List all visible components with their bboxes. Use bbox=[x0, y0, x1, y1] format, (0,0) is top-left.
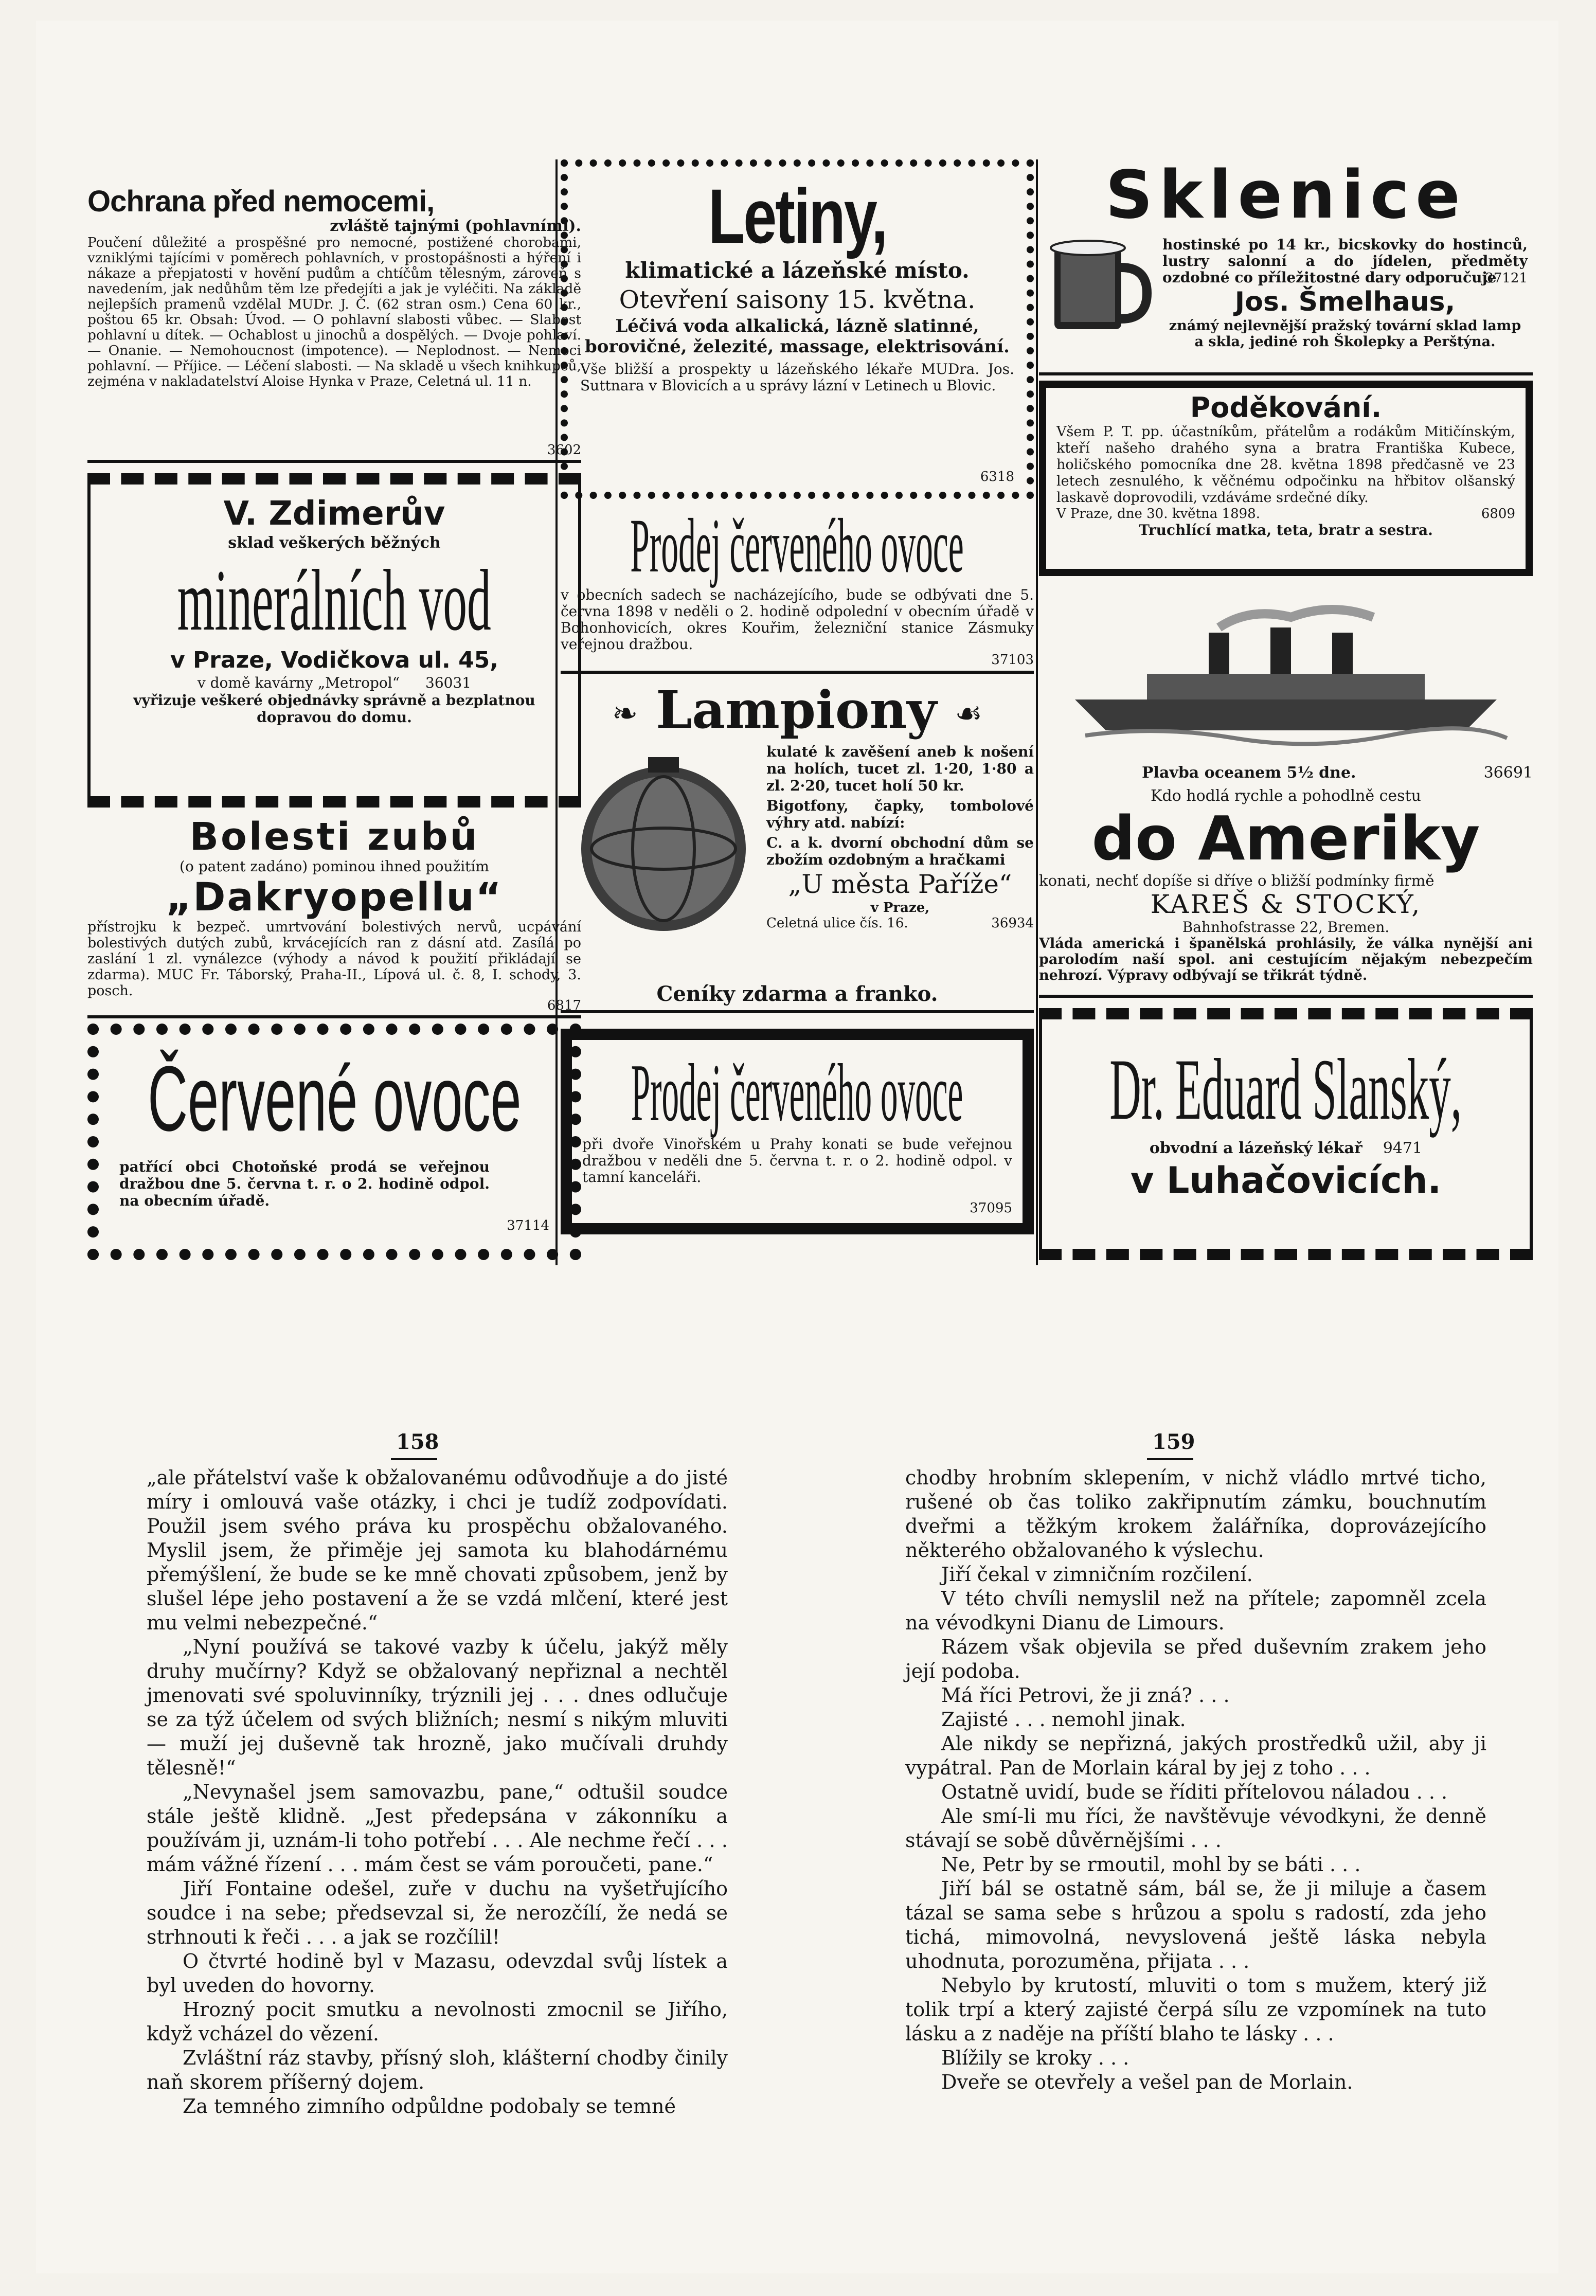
paragraph: „Nyní používá se takové vazby k účelu, jakýž měly druhy mučírny? Když se obžalovaný nepřiznal a nechtěl jmenovati své spoluvinníky, trýznili jej . . . dnes odlučuje se za týž účelem od svých bližních; nesmí s nikým mluviti — muží jej duševně tak hrozně, jako mučívali druhdy tělesně!“ bbox=[147, 1636, 728, 1779]
ad-ochrana-body: Poučení důležité a prospěšné pro nemocné, postižené chorobami, vzniklými tajícími v poměrech pohlavních, v prostopášnosti a hýření i nákaze a přepjatosti v hovění pudům a chtíčům tělesným, zároveň s navedením, jak nedůhům těm lze předejíti a jak je vyléčiti. Na základě nejlepších pramenů vzdělal MUDr. J. Č. (62 stran osm.) Cena 60 kr., poštou 65 kr. Obsah: Úvod. — O pohlavní slabosti vůbec. — Slabost pohlavní u dítek. — Ochablost u jinochů a dospělých. — Dvoje pohlaví. — Onanie. — Nemohoucnost (impotence). — Neplodnost. — Nemoci pohlavní. — Příjice. — Léčení slabosti. — Na skladě u všech knihkupců, zejména v nakladatelství Aloise Hynka v Praze, Celetná ul. 11 n. bbox=[87, 235, 581, 389]
ad-amerika-note: Vláda americká i španělská prohlásily, že válka nynější ani parolodím naší spol. ani cestujícím nějakým nebezpečím nehrozí. Výpravy odbývají se třikrát týdně. bbox=[1039, 936, 1533, 983]
paragraph: Rázem však objevila se před duševním zrakem jeho její podoba. bbox=[905, 1636, 1486, 1682]
ad-sklenice-code: 37121 bbox=[1485, 271, 1528, 286]
paragraph: Zvláštní ráz stavby, přísný sloh, klášterní chodby činily naň skorem příšerný dojem. bbox=[147, 2047, 728, 2093]
ad-podekovani-signature: Truchlící matka, teta, bratr a sestra. bbox=[1139, 522, 1433, 539]
ad-amerika-line2: Kdo hodlá rychle a pohodlně cestu bbox=[1151, 787, 1421, 805]
ad-prodej-2-code: 37095 bbox=[970, 1200, 1012, 1216]
ad-podekovani-date: V Praze, dne 30. května 1898. bbox=[1056, 506, 1260, 522]
ad-slansky-code: 9471 bbox=[1383, 1139, 1423, 1157]
paragraph: Ne, Petr by se rmoutil, mohl by se báti . . . bbox=[941, 1853, 1361, 1876]
ad-zdimeruv-big: minerálních vod bbox=[177, 552, 492, 649]
beer-mug-icon bbox=[1049, 237, 1152, 334]
paragraph: chodby hrobním sklepením, v nichž vládlo mrtvé ticho, rušené ob čas toliko zakřipnutím zámku, bouchnutím dveřmi a těžkým krokem žalářníka, doprovázejícího některého obžalovaného k výslechu. bbox=[905, 1466, 1486, 1562]
lantern-icon bbox=[566, 746, 761, 941]
ad-cervene-ovoce bbox=[87, 1024, 581, 1260]
ad-podekovani-code: 6809 bbox=[1481, 506, 1515, 522]
ad-sklenice bbox=[1039, 159, 1533, 375]
ad-bolesti-title: Bolesti zubů bbox=[189, 815, 479, 859]
paragraph: V této chvíli nemyslil než na přítele; zapomněl zcela na vévodkyni Dianu de Limours. bbox=[905, 1587, 1486, 1634]
ad-ochrana bbox=[87, 185, 581, 463]
page-number-left-rule bbox=[391, 1458, 437, 1460]
paragraph: Nebylo by krutostí, mluviti o tom s mužem, který již tolik trpí a který zajisté čerpá sílu ze vzpomínek na tuto lásku a z naděje na příští blaho te lásky . . . bbox=[905, 1974, 1486, 2045]
ad-prodej-1-code: 37103 bbox=[991, 652, 1034, 668]
ad-sklenice-title: Sklenice bbox=[1105, 159, 1466, 234]
paragraph: Ale nikdy se nepřizná, jakých prostředků užil, aby ji vypátral. Pan de Morlain káral by jej z toho . . . bbox=[905, 1732, 1486, 1779]
ad-podekovani-title: Poděkování. bbox=[1190, 391, 1382, 424]
ad-amerika-big: do Ameriky bbox=[1091, 803, 1480, 874]
paragraph: Hrozný pocit smutku a nevolnosti zmocnil se Jiřího, když vcházel do vězení. bbox=[147, 1998, 728, 2045]
ad-bolesti-code: 6817 bbox=[547, 998, 581, 1013]
ornament-right-icon: ☙ bbox=[955, 695, 983, 732]
ad-bolesti-body: přístrojku k bezpeč. umrtvování bolestivých nervů, ucpávání bolestivých dutých zubů, krvácejících ran z dásní atd. Zasílá po zaslání 1 zl. vynálezce (výhody a návod k použití přikládají se zdarma). MUC Fr. Táborský, Praha-II., Lípová ul. č. 8, I. schody, 3. posch. bbox=[87, 919, 581, 999]
paragraph: „Nevynašel jsem samovazbu, pane,“ odtušil soudce stále ještě klidně. „Jest předepsána v zákonníku a používám ji, uznám-li toho potřebí . . . Ale nechme řečí . . . mám vážné řízení . . . mám čest se vám poroučeti, pane.“ bbox=[147, 1781, 728, 1876]
ad-lampiony-store: „U města Paříže“ bbox=[788, 869, 1012, 899]
ad-ochrana-code: 3602 bbox=[547, 442, 581, 458]
ad-slansky bbox=[1039, 1008, 1533, 1260]
ad-zdimeruv-house: v domě kavárny „Metropol“ bbox=[197, 674, 400, 691]
paragraph: Dveře se otevřely a vešel pan de Morlain. bbox=[941, 2071, 1353, 2093]
ad-zdimeruv-subtitle: sklad veškerých běžných bbox=[228, 534, 441, 552]
ad-cervene-ovoce-body: patřící obci Chotoňské prodá se veřejnou dražbou dne 5. června t. r. o 2. hodině odpol. na obecním úřadě. bbox=[119, 1158, 490, 1209]
page-number-right-rule bbox=[1147, 1458, 1193, 1460]
ad-lampiony-firm: C. a k. dvorní obchodní dům se zbožím ozdobným a hračkami bbox=[766, 834, 1034, 868]
paragraph: Blížily se kroky . . . bbox=[941, 2047, 1129, 2069]
ad-lampiony-code: 36934 bbox=[991, 916, 1034, 931]
ad-zdimeruv-address: v Praze, Vodičkova ul. 45, bbox=[170, 647, 499, 673]
paragraph: Má říci Petrovi, že ji zná? . . . bbox=[941, 1684, 1230, 1707]
ad-letiny-season: Otevření saisony 15. května. bbox=[619, 285, 976, 314]
ad-prodej-1-title: Prodej červeného ovoce bbox=[630, 504, 964, 588]
ad-prodej-1-body: v obecních sadech se nacházejícího, bude se odbývati dne 5. června 1898 v neděli o 2. hodině odpolední v obecním úřadě v Bohonhovicích, okres Kouřim, železniční stanice Zásmuky veřejnou dražbou. bbox=[561, 586, 1034, 653]
text-column-left bbox=[147, 1466, 728, 2119]
text-column-right bbox=[905, 1466, 1486, 2094]
paragraph: Jiří čekal v zimničním rozčilení. bbox=[941, 1563, 1253, 1586]
ad-podekovani-body: Všem P. T. pp. účastníkům, přátelům a rodákům Mitičínským, kteří našeho drahého syna a bratra Františka Kubece, holičského pomocníka dne 28. května 1898 předčasně ve 23 letech zesnulého, k věčnému odpočinku na hřbitov olšanský laskavě doprovodili, vzdáváme srdečné díky. bbox=[1056, 424, 1515, 506]
ad-prodej-2-title: Prodej červeného ovoce bbox=[631, 1047, 963, 1138]
ad-slansky-place: v Luhačovicích. bbox=[1130, 1159, 1442, 1201]
ad-cervene-ovoce-code: 37114 bbox=[507, 1218, 549, 1233]
ad-zdimeruv-code: 36031 bbox=[425, 674, 472, 691]
ad-lampiony-footer: Ceníky zdarma a franko. bbox=[656, 982, 938, 1006]
ad-letiny bbox=[561, 159, 1034, 499]
ad-bolesti-product: „Dakryopellu“ bbox=[166, 874, 503, 920]
ad-letiny-title: Letiny, bbox=[708, 173, 887, 259]
ornament-left-icon: ❧ bbox=[612, 695, 638, 732]
ad-zdimeruv bbox=[87, 473, 581, 808]
ad-lampiony-city: v Praze, bbox=[870, 900, 930, 916]
steamship-icon bbox=[1054, 597, 1517, 751]
newspaper-sheet bbox=[36, 21, 1558, 2273]
ad-ochrana-title: Ochrana před nemocemi, bbox=[87, 185, 435, 218]
page-number-left: 158 bbox=[396, 1430, 439, 1454]
ad-lampiony-body1: kulaté k zavěšení aneb k nošení na holích, tucet zl. 1·20, 1·80 a zl. 2·20, tucet holí 50 kr. bbox=[766, 743, 1034, 794]
ad-amerika-line1: Plavba oceanem 5½ dne. bbox=[1142, 764, 1356, 782]
ad-letiny-features: Léčivá voda alkalická, lázně slatinné, borovičné, železité, massage, elektrisování. bbox=[585, 316, 1010, 357]
ad-cervene-ovoce-title: Červené ovoce bbox=[147, 1047, 522, 1151]
ad-prodej-1 bbox=[561, 504, 1034, 674]
paragraph: Ostatně uvidí, bude se říditi přítelovou náladou . . . bbox=[941, 1781, 1448, 1803]
ad-letiny-info: Vše bližší a prospekty u lázeňského lékaře MUDra. Jos. Suttnara v Blovicích a u správy lázní v Letinech u Blovic. bbox=[580, 361, 1014, 394]
ad-amerika-line3: konati, nechť dopíše si dříve o bližší podmínky firmě bbox=[1039, 872, 1434, 889]
ad-slansky-role: obvodní a lázeňský lékař bbox=[1149, 1139, 1362, 1157]
ad-lampiony-title: Lampiony bbox=[656, 679, 937, 740]
ad-amerika-firm: KAREŠ & STOCKÝ, bbox=[1150, 889, 1422, 919]
ad-prodej-2 bbox=[561, 1029, 1034, 1234]
paragraph: Jiří bál se ostatně sám, bál se, že ji miluje a časem tázal se sama sebe s hrůzou a spolu s radostí, zda jeho tichá, mimovolná, nevyslovená ještě láska nebyla uhodnuta, porozuměna, přijata . . . bbox=[905, 1877, 1486, 1972]
ad-amerika-address: Bahnhofstrasse 22, Bremen. bbox=[1182, 919, 1390, 936]
ad-lampiony bbox=[561, 679, 1034, 1013]
ad-lampiony-street: Celetná ulice čís. 16. bbox=[766, 916, 908, 931]
ad-ochrana-title-suffix: zvláště tajnými (pohlavními). bbox=[330, 217, 581, 235]
column-divider-1 bbox=[555, 159, 558, 1265]
ad-prodej-2-body: při dvoře Vinořském u Prahy konati se bude veřejnou dražbou v neděli dne 5. června t. r. o 2. hodině odpol. v tamní kanceláři. bbox=[582, 1136, 1012, 1186]
ad-zdimeruv-note: vyřizuje veškeré objednávky správně a bezplatnou dopravou do domu. bbox=[133, 692, 535, 726]
paragraph: O čtvrté hodině byl v Mazasu, odevzdal svůj lístek a byl uveden do hovorny. bbox=[147, 1950, 728, 1997]
ad-slansky-name: Dr. Eduard Slanský, bbox=[1109, 1041, 1462, 1138]
paragraph: Zajisté . . . nemohl jinak. bbox=[941, 1708, 1186, 1731]
paragraph: Ale smí-li mu říci, že navštěvuje vévodkyni, že denně stávají se sobě důvěrnějšími . . . bbox=[905, 1805, 1486, 1852]
page-number-right: 159 bbox=[1152, 1430, 1195, 1454]
paragraph: Jiří Fontaine odešel, zuře v duchu na vyšetřujícího soudce i na sebe; předsevzal si, že nerozčílí, že nedá se strhnouti k řeči . . . a jak se rozčílil! bbox=[147, 1877, 728, 1948]
paragraph: Za temného zimního odpůldne podobaly se temné bbox=[183, 2095, 676, 2118]
ad-sklenice-firm-desc: známý nejlevnější pražský tovární sklad lamp a skla, jediné roh Školepky a Perštýna. bbox=[1169, 318, 1521, 350]
ad-sklenice-body: hostinské po 14 kr., bicskovky do hostinců, lustry salonní a do jídelen, předměty ozdobné co příležitostné dary odporučuje bbox=[1162, 236, 1528, 286]
ad-letiny-code: 6318 bbox=[980, 469, 1014, 485]
column-divider-2 bbox=[1036, 159, 1038, 1265]
ad-letiny-subtitle: klimatické a lázeňské místo. bbox=[625, 258, 970, 283]
ad-bolesti bbox=[87, 815, 581, 1018]
ad-amerika-code1: 36691 bbox=[1483, 764, 1533, 782]
ad-podekovani bbox=[1039, 381, 1533, 576]
ad-zdimeruv-title: V. Zdimerův bbox=[223, 495, 445, 533]
ad-sklenice-firm: Jos. Šmelhaus, bbox=[1234, 286, 1456, 317]
ad-lampiony-body2: Bigotfony, čapky, tombolové výhry atd. nabízí: bbox=[766, 797, 1034, 831]
ad-amerika bbox=[1039, 586, 1533, 998]
ad-bolesti-sub: (o patent zadáno) pominou ihned použitím bbox=[180, 858, 489, 875]
paragraph: „ale přátelství vaše k obžalovanému odůvodňuje a do jisté míry i omlouvá vaše otázky, i chci je tudíž zodpovídati. Použil jsem svého práva ku prospěchu obžalovaného. Myslil jsem, že přiměje jej samota ku blahodárnému přemýšlení, že bude se ke mně chovati způsobem, jenž by slušel lépe jeho postavení a že se vzdá mlčení, které jest mu velmi nebezpečné.“ bbox=[147, 1466, 728, 1634]
